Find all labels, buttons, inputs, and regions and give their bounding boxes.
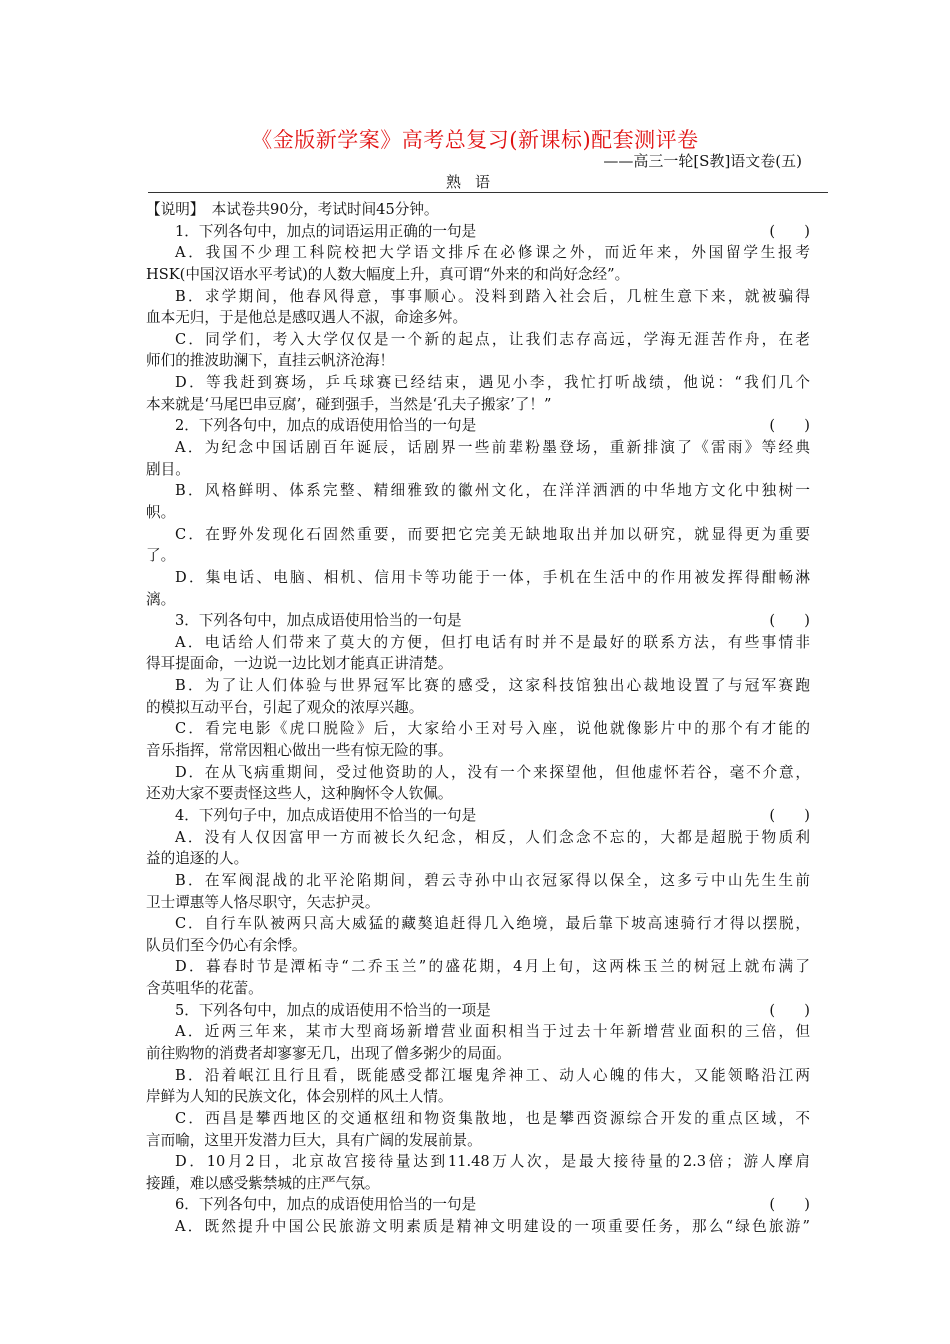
text-line — [146, 286, 810, 308]
text-line — [146, 524, 810, 546]
line-text: 的模拟互动平台，引起了观众的浓厚兴趣。 — [146, 698, 424, 716]
line-text: 5．下列各句中，加点的成语使用不恰当的一项是 — [175, 1001, 491, 1019]
line-text: 师们的推波助澜下，直挂云帆济沧海！ — [146, 352, 395, 370]
line-text: B．在军阀混战的北平沦陷期间，碧云寺孙中山衣冠冢得以保全，这多亏中山先生生前 — [175, 871, 810, 889]
text-line — [146, 848, 810, 870]
text-line — [146, 459, 810, 481]
text-line — [146, 762, 810, 784]
line-text: 益的追逐的人。 — [146, 850, 249, 868]
text-line — [146, 1043, 810, 1065]
line-text: C．西昌是攀西地区的交通枢纽和物资集散地，也是攀西资源综合开发的重点区域，不 — [175, 1109, 810, 1127]
line-text: C．在野外发现化石固然重要，而要把它完美无缺地取出并加以研究，就显得更为重要 — [175, 525, 810, 543]
line-text: B．沿着岷江且行且看，既能感受都江堰鬼斧神工、动人心魄的伟大，又能领略沿江两 — [175, 1066, 810, 1084]
text-line — [146, 1216, 810, 1238]
text-line — [146, 329, 810, 351]
line-text: A．既然提升中国公民旅游文明素质是精神文明建设的一项重要任务，那么“绿色旅游” — [175, 1218, 810, 1236]
line-text: 得耳提面命，一边说一边比划才能真正讲清楚。 — [146, 655, 453, 673]
answer-blank: ( ) — [769, 1001, 810, 1019]
question-stem-line — [146, 805, 810, 827]
line-text: 言而喻，这里开发潜力巨大，具有广阔的发展前景。 — [146, 1131, 482, 1149]
line-text: 了。 — [146, 547, 176, 565]
text-line — [146, 567, 810, 589]
text-line — [146, 350, 810, 372]
text-line — [146, 1151, 810, 1173]
text-line — [146, 632, 810, 654]
answer-blank: ( ) — [769, 222, 810, 240]
line-text: D．等我赶到赛场，乒乓球赛已经结束，遇见小李，我忙打听战绩，他说：“我们几个 — [175, 374, 810, 392]
line-text: 含英咀华的花蕾。 — [146, 980, 263, 998]
line-text: 血本无归，于是他总是感叹遇人不淑，命途多舛。 — [146, 309, 468, 327]
answer-blank: ( ) — [769, 612, 810, 630]
text-line — [146, 480, 810, 502]
line-text: 还劝大家不要责怪这些人，这种胸怀令人钦佩。 — [146, 785, 453, 803]
question-stem-line — [146, 415, 810, 437]
text-line — [146, 1130, 810, 1152]
line-text: 1．下列各句中，加点的词语运用正确的一句是 — [175, 222, 477, 240]
line-text: C．同学们，考入大学仅仅是一个新的起点，让我们志存高远，学海无涯苦作舟，在老 — [175, 330, 810, 348]
question-body — [146, 199, 810, 1238]
line-text: A．电话给人们带来了莫大的方便，但打电话有时并不是最好的联系方法，有些事情非 — [175, 633, 810, 651]
text-line — [146, 827, 810, 849]
text-line — [146, 935, 810, 957]
text-line — [146, 956, 810, 978]
question-stem-line — [146, 610, 810, 632]
answer-blank: ( ) — [769, 806, 810, 824]
text-line — [146, 978, 810, 1000]
line-text: 前往购物的消费者却寥寥无几，出现了僧多粥少的局面。 — [146, 1044, 511, 1062]
line-text: 岸鲜为人知的民族文化，体会别样的风土人情。 — [146, 1088, 453, 1106]
text-line — [146, 783, 810, 805]
text-line — [146, 697, 810, 719]
line-text: 2．下列各句中，加点的成语使用恰当的一句是 — [175, 417, 477, 435]
line-text: 3．下列各句中，加点成语使用恰当的一句是 — [175, 612, 462, 630]
line-text: C．看完电影《虎口脱险》后，大家给小王对号入座，说他就像影片中的那个有才能的 — [175, 720, 810, 738]
answer-blank: ( ) — [769, 1196, 810, 1214]
line-text: A．近两三年来，某市大型商场新增营业面积相当于过去十年新增营业面积的三倍，但 — [175, 1023, 810, 1041]
line-text: 漓。 — [146, 590, 176, 608]
text-line — [146, 1108, 810, 1130]
line-text: C．自行车队被两只高大威猛的藏獒追赶得几入绝境，最后靠下坡高速骑行才得以摆脱， — [175, 915, 810, 933]
text-line — [146, 502, 810, 524]
text-line — [146, 199, 810, 221]
text-line — [146, 242, 810, 264]
line-text: 队员们至今仍心有余悸。 — [146, 936, 307, 954]
line-text: 音乐指挥，常常因粗心做出一些有惊无险的事。 — [146, 742, 453, 760]
line-text: HSK(中国汉语水平考试)的人数大幅度上升，真可谓“外来的和尚好念经”。 — [146, 265, 630, 283]
text-line — [146, 437, 810, 459]
line-text: 本来就是‘马尾巴串豆腐’，碰到强手，当然是‘孔夫子搬家’了！” — [146, 395, 552, 413]
text-line — [146, 913, 810, 935]
question-stem-line — [146, 1194, 810, 1216]
text-line — [146, 1173, 810, 1195]
line-text: 剧目。 — [146, 460, 190, 478]
answer-blank: ( ) — [769, 417, 810, 435]
text-line — [146, 264, 810, 286]
line-text: D．集电话、电脑、相机、信用卡等功能于一体，手机在生活中的作用被发挥得酣畅淋 — [175, 568, 810, 586]
text-line — [146, 1021, 810, 1043]
header-divider — [148, 192, 828, 193]
text-line — [146, 589, 810, 611]
text-line — [146, 892, 810, 914]
text-line — [146, 307, 810, 329]
line-text: 卫士谭惠等人恪尽职守，矢志护灵。 — [146, 893, 380, 911]
line-text: D．暮春时节是潭柘寺“二乔玉兰”的盛花期，4月上旬，这两株玉兰的树冠上就布满了 — [175, 958, 810, 976]
text-line — [146, 394, 810, 416]
line-text: A．为纪念中国话剧百年诞辰，话剧界一些前辈粉墨登场，重新排演了《雷雨》等经典 — [175, 439, 810, 457]
document-subtitle: ——高三一轮[S教]语文卷(五) — [603, 152, 802, 170]
question-stem-line — [146, 1000, 810, 1022]
text-line — [146, 870, 810, 892]
line-text: B．求学期间，他春风得意，事事顺心。没料到踏入社会后，几桩生意下来，就被骗得 — [175, 287, 810, 305]
document-title: 《金版新学案》高考总复习(新课标)配套测评卷 — [251, 128, 699, 152]
line-text: D．10月2日，北京故宫接待量达到11.48万人次，是最大接待量的2.3倍；游人摩肩 — [175, 1153, 810, 1171]
text-line — [146, 740, 810, 762]
text-line — [146, 1065, 810, 1087]
text-line — [146, 718, 810, 740]
line-text: B．风格鲜明、体系完整、精细雅致的徽州文化，在洋洋洒洒的中华地方文化中独树一 — [175, 482, 810, 500]
question-stem-line — [146, 221, 810, 243]
line-text: 6．下列各句中，加点的成语使用恰当的一句是 — [175, 1196, 477, 1214]
text-line — [146, 1086, 810, 1108]
line-text: 接踵，难以感受紫禁城的庄严气氛。 — [146, 1174, 380, 1192]
text-line — [146, 653, 810, 675]
line-text: 帜。 — [146, 503, 176, 521]
line-text: 4．下列句子中，加点成语使用不恰当的一句是 — [175, 806, 477, 824]
line-text: A．我国不少理工科院校把大学语文排斥在必修课之外，而近年来，外国留学生报考 — [175, 244, 810, 262]
section-topic: 熟语 — [445, 173, 504, 191]
line-text: D．在从飞病重期间，受过他资助的人，没有一个来探望他，但他虚怀若谷，毫不介意， — [175, 763, 810, 781]
text-line — [146, 545, 810, 567]
line-text: B．为了让人们体验与世界冠军比赛的感受，这家科技馆独出心裁地设置了与冠军赛跑 — [175, 677, 810, 695]
text-line — [146, 372, 810, 394]
text-line — [146, 675, 810, 697]
line-text: A．没有人仅因富甲一方而被长久纪念，相反，人们念念不忘的，大都是超脱于物质利 — [175, 828, 810, 846]
line-text: 【说明】 本试卷共90分，考试时间45分钟。 — [146, 201, 439, 218]
